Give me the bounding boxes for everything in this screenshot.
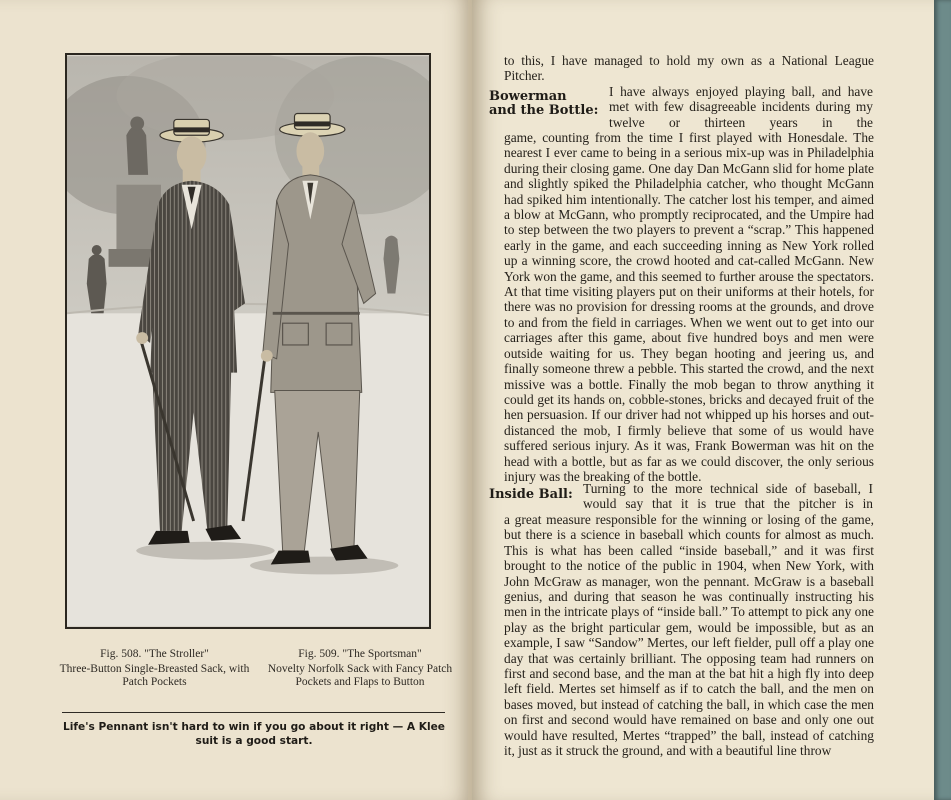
left-page	[0, 0, 472, 800]
section-heading-bowerman-line2: and the Bottle:	[489, 103, 599, 118]
section-heading-bowerman	[489, 90, 609, 118]
caption-fig-508-title: Fig. 508. "The Stroller"	[100, 648, 209, 660]
section-heading-bowerman-line1: Bowerman	[489, 89, 567, 104]
advert-tagline: Life's Pennant isn't hard to win if you go about it right — A Klee suit is a good start.	[63, 721, 445, 747]
two-men-illustration	[67, 55, 429, 627]
fashion-illustration	[65, 53, 431, 629]
intro-paragraph: to this, I have managed to hold my own as a National League Pitcher.	[504, 53, 874, 84]
book-cover-edge	[934, 0, 951, 800]
caption-fig-509-title: Fig. 509. "The Sportsman"	[298, 648, 422, 660]
section-heading-inside-ball: Inside Ball:	[489, 487, 573, 502]
caption-fig-508-desc: Three-Button Single-Breasted Sack, with Patch Pockets	[59, 663, 250, 688]
right-page	[472, 0, 934, 800]
caption-fig-509	[255, 648, 465, 689]
section1-body: game, counting from the time I first played with Honesdale. The nearest I ever came to being in a serious mix-up was in Philadelphia during their closing game. One day Dan McGann slid for home plate and slightly spiked the Philadelphia catcher, who thought McGann had spiked him intentionally. The catcher lost his temper, and aimed a blow at McGann, who promptly reciprocated, and the Umpire had to step between the two players to prevent a “scrap.” This happened early in the game, and each succeeding inning as New York rolled up a winning score, the crowd hooted and cat-called McGann. New York won the game, and this seemed to further arouse the spectators. At that time visiting players put on their uniforms at their hotels, for there was no provision for dressing rooms at the grounds, and drove to and from the field in carriages. When we went out to get into our carriages after this game, about five hundred boys and men were outside waiting for us. They began hooting and jeering us, and finally someone threw a pebble. This started the crowd, and the next missive was a bottle. Finally the mob began to throw anything it could get its hands on, cobble-stones, bricks and decayed fruit of the hen persuasion. If our driver had not whipped up his horses and out-distanced the mob, I firmly believe that some of us would have suffered serious injury. As it was, Frank Bowerman was hit on the head with a bottle, but as far as we could discover, the only serious injury was the breaking of the bottle.	[504, 130, 874, 484]
caption-fig-509-desc: Novelty Norfolk Sack with Fancy Patch Pockets and Flaps to Button	[267, 663, 453, 688]
tagline-divider	[62, 712, 445, 713]
section1-side-text: I have always enjoyed playing ball, and have met with few disagreeable incidents during my twelve or thirteen years in the	[609, 84, 873, 130]
section2-side-text: Turning to the more technical side of baseball, I would say that it is true that the pitcher is in	[583, 481, 873, 512]
caption-fig-508	[52, 648, 257, 689]
section2-body: a great measure responsible for the winning or losing of the game, but there is a science in baseball which counts for almost as much. This is what has been called “inside baseball,” and it was first brought to the notice of the public in 1904, when New York, with John McGraw as manager, won the pennant. McGraw is a baseball genius, and during that season he was continually instructing his men in the intricate plays of “inside ball.” To attempt to pick any one play as the bright particular gem, would be impossible, but as an example, I saw “Sandow” Mertes, our left fielder, pull off a play one day that was certainly brilliant. The opposing team had runners on first and second base, and the man at the bat hit a high fly into deep left field. Mertes set himself as if to catch the ball, and the men on bases moved, but instead of catching the ball, in which case the men on first and second would have remained on base and only one out would have resulted, Mertes “trapped” the ball, instead of catching it, just as it struck the ground, and with a beautiful line throw	[504, 512, 874, 759]
